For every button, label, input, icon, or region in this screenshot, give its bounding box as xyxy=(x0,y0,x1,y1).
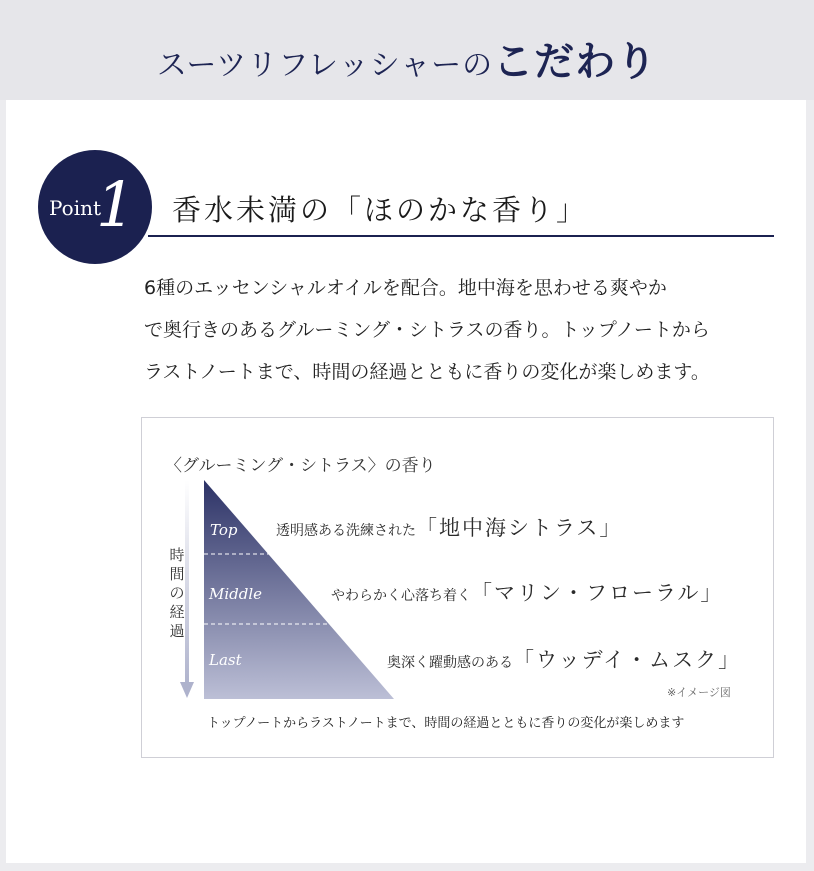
middle-note-row xyxy=(331,577,723,607)
heading-divider xyxy=(148,235,774,237)
description-line: 6種のエッセンシャルオイルを配合。地中海を思わせる爽やか xyxy=(144,277,667,299)
header-banner xyxy=(0,0,814,100)
level-middle-label: Middle xyxy=(209,585,263,603)
description-line: ラストノートまで、時間の経過とともに香りの変化が楽しめます。 xyxy=(144,361,710,383)
diagram-caption: トップノートからラストノートまで、時間の経過とともに香りの変化が楽しめます xyxy=(207,716,685,731)
description-text xyxy=(144,267,784,393)
page-title xyxy=(0,30,814,87)
point-badge-number: 1 xyxy=(96,168,136,241)
time-arrow-head xyxy=(180,682,194,698)
point-badge-word: Point xyxy=(49,196,102,220)
point-heading: 香水未満の「ほのかな香り」 xyxy=(172,193,589,227)
diagram-title: 〈グルーミング・シトラス〉の香り xyxy=(165,456,436,476)
last-note-row xyxy=(387,644,741,674)
image-note: ※イメージ図 xyxy=(667,686,731,699)
level-top-label: Top xyxy=(210,521,238,539)
title-emphasis: こだわり xyxy=(493,38,658,85)
time-axis-label: 時 間 の 経 過 xyxy=(169,546,185,640)
top-note-name: 「地中海シトラス」 xyxy=(416,516,623,540)
level-last-label: Last xyxy=(209,651,242,669)
middle-note-name: 「マリン・フローラル」 xyxy=(471,581,724,605)
last-note-name: 「ウッデイ・ムスク」 xyxy=(513,648,742,672)
last-note-prefix: 奥深く躍動感のある xyxy=(387,655,513,671)
middle-note-prefix: やわらかく心落ち着く xyxy=(331,588,471,604)
top-note-prefix: 透明感ある洗練された xyxy=(276,523,416,539)
description-line: で奥行きのあるグルーミング・シトラスの香り。トップノートから xyxy=(144,319,710,341)
top-note-row xyxy=(276,512,622,542)
title-main: スーツリフレッシャーの xyxy=(156,48,494,83)
